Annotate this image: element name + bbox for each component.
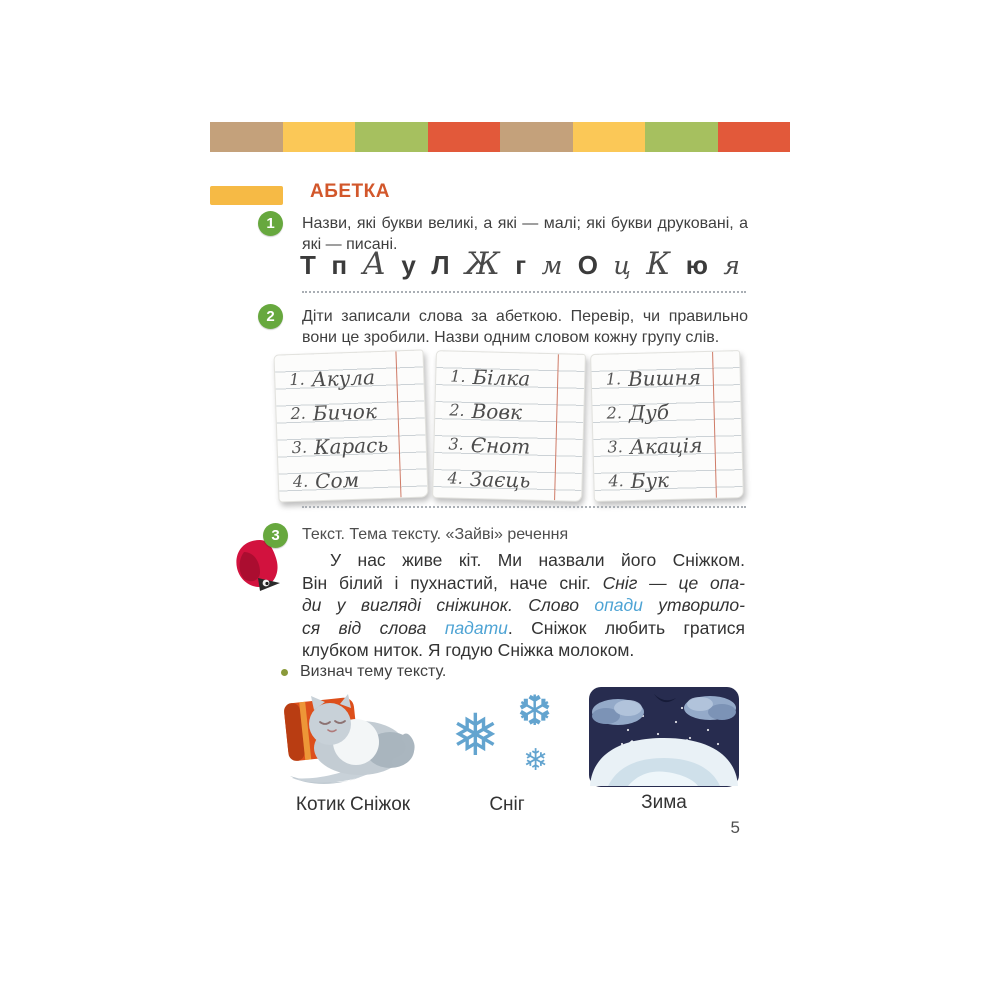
snowflake-small-icon: ❄ <box>523 743 549 778</box>
stripe-segment <box>355 122 428 152</box>
exercise2-number: 2 <box>266 308 275 325</box>
bullet-task: Визнач тему тексту. <box>300 663 447 680</box>
letter-sample: у <box>401 250 416 280</box>
paragraph-line: клубком ниток. Я годую Сніжка молоком. <box>302 640 635 660</box>
sleeping-cat-image <box>278 688 428 788</box>
color-stripe <box>210 122 790 152</box>
option-label: Котик Сніжок <box>295 794 411 815</box>
stripe-segment <box>645 122 718 152</box>
letter-sample: п <box>331 250 348 280</box>
word-list-item: 2. Бичок <box>290 399 378 426</box>
word-list-item: 1. Білка <box>450 365 531 391</box>
letter-sample: г <box>515 250 527 280</box>
paragraph-line: У нас живе кіт. Ми назвали його Сніжком. <box>330 550 745 570</box>
dotted-separator <box>302 291 746 293</box>
word-list-item: 3. Єнот <box>448 433 531 459</box>
bullet-icon <box>281 669 288 676</box>
stripe-segment <box>428 122 501 152</box>
stripe-segment <box>283 122 356 152</box>
letter-sample: ю <box>685 250 708 280</box>
bullet-task-row <box>281 663 446 681</box>
letter-sample: Ж <box>465 246 500 282</box>
word-list-item: 2. Вовк <box>449 399 523 425</box>
letter-sample: К <box>646 246 671 282</box>
option-winter <box>588 686 740 814</box>
letter-sample: я <box>723 251 740 280</box>
dotted-separator <box>302 506 746 508</box>
page-number: 5 <box>730 818 740 837</box>
exercise1-task: Назви, які букви великі, а які — малі; які букви друковані, а які — писані. <box>302 215 748 253</box>
letters-row <box>300 246 740 282</box>
option-label: Сніг <box>489 794 525 815</box>
exercise3-number-badge <box>263 523 288 548</box>
winter-night-image <box>588 686 740 786</box>
notebooks-row <box>276 352 746 500</box>
letter-sample: ц <box>613 251 631 280</box>
story-paragraph <box>302 549 745 662</box>
notebook-paper <box>432 350 586 502</box>
letter-sample: О <box>577 250 598 280</box>
exercise2-task: Діти записали слова за абеткою. Перевір, чи правильно вони це зробили. Назви одним словом кожну групу слів. <box>302 308 748 346</box>
exercise1-number-badge <box>258 211 283 236</box>
exercise1-number: 1 <box>266 215 275 232</box>
paragraph-line: Він білий і пухнастий, наче сніг. Сніг — це опа- <box>302 572 745 593</box>
word-list-item: 4. Заєць <box>447 466 531 493</box>
snowflake-large-icon: ❅ <box>451 701 500 769</box>
stripe-segment <box>573 122 646 152</box>
snowflakes-image <box>443 688 571 788</box>
option-snow <box>443 688 571 816</box>
letter-sample: м <box>541 251 563 280</box>
letter-sample: А <box>362 246 386 282</box>
word-list-item: 1. Вишня <box>605 365 702 392</box>
letter-sample: Т <box>300 250 316 280</box>
stripe-segment <box>718 122 791 152</box>
page-title: АБЕТКА <box>310 181 390 202</box>
stripe-segment <box>500 122 573 152</box>
word-list-item: 4. Сом <box>292 467 360 494</box>
snowflake-medium-icon: ❆ <box>517 686 553 735</box>
notebook-paper <box>590 350 744 502</box>
paragraph-line: ся від слова падати. Сніжок любить гратися <box>302 617 745 638</box>
word-list-item: 1. Акула <box>289 365 376 392</box>
word-list-item: 4. Бук <box>608 467 670 493</box>
word-list-item: 2. Дуб <box>606 399 670 425</box>
option-label: Зима <box>641 792 687 813</box>
option-cat <box>278 688 428 816</box>
exercise3-title: Текст. Тема тексту. «Зайві» речення <box>302 526 569 543</box>
word-list-item: 3. Карась <box>291 432 389 460</box>
word-list-item: 3. Акація <box>607 433 703 459</box>
exercise3-number: 3 <box>271 527 280 544</box>
letter-sample: Л <box>431 250 450 280</box>
notebook-paper <box>273 349 428 502</box>
exercise2-number-badge <box>258 304 283 329</box>
stripe-segment <box>210 122 283 152</box>
paragraph-line: ди у вигляді сніжинок. Слово опади утворило- <box>302 595 745 615</box>
heading-bar <box>210 186 283 205</box>
